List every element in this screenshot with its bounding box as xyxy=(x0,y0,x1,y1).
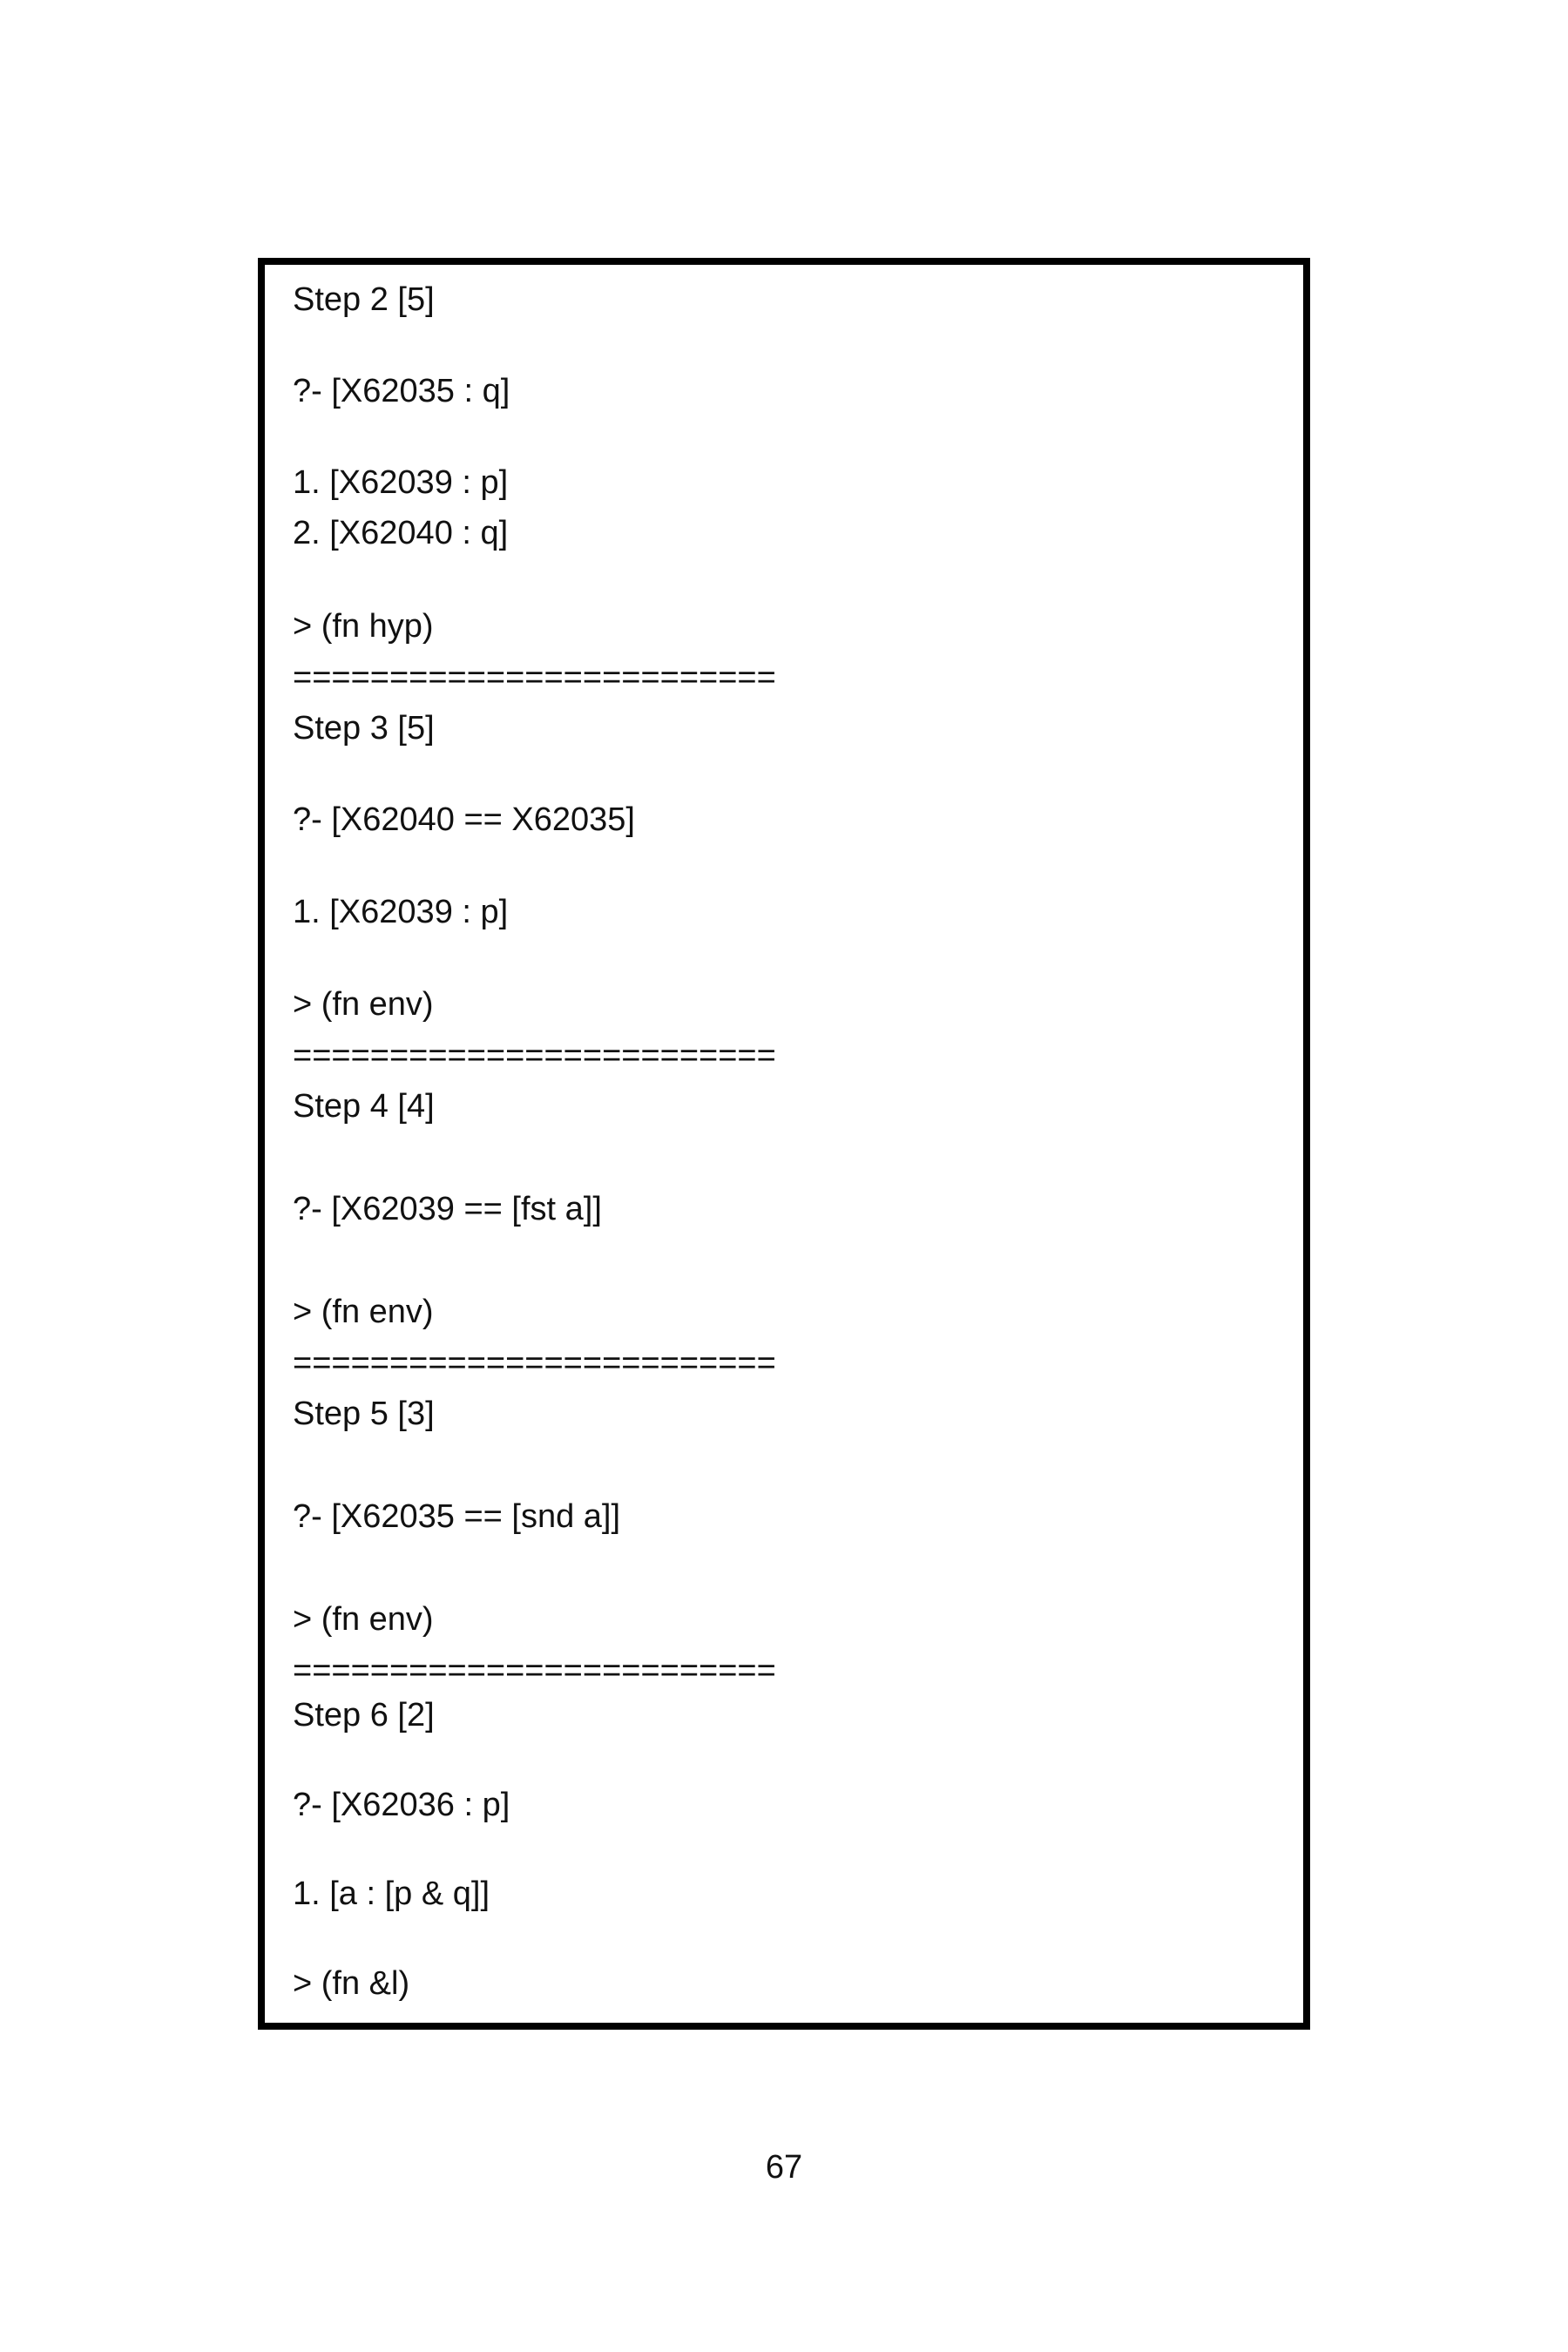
separator: ========================= xyxy=(293,659,776,696)
separator: ========================= xyxy=(293,1652,776,1689)
step-hypothesis: 2. [X62040 : q] xyxy=(293,515,509,551)
step-goal: ?- [X62039 == [fst a]] xyxy=(293,1191,602,1227)
step-hypothesis: 1. [a : [p & q]] xyxy=(293,1876,490,1912)
step-header: Step 4 [4] xyxy=(293,1088,435,1125)
step-hypothesis: 1. [X62039 : p] xyxy=(293,464,509,501)
separator: ========================= xyxy=(293,1037,776,1074)
step-command: > (fn env) xyxy=(293,1294,434,1330)
step-command: > (fn env) xyxy=(293,1601,434,1638)
step-command: > (fn &l) xyxy=(293,1965,410,2002)
page-number: 67 xyxy=(765,2149,803,2186)
step-header: Step 2 [5] xyxy=(293,281,435,318)
step-goal: ?- [X62040 == X62035] xyxy=(293,801,635,838)
step-header: Step 3 [5] xyxy=(293,710,435,747)
step-command: > (fn hyp) xyxy=(293,608,434,645)
step-header: Step 5 [3] xyxy=(293,1396,435,1432)
step-header: Step 6 [2] xyxy=(293,1697,435,1734)
step-goal: ?- [X62035 : q] xyxy=(293,373,510,409)
step-goal: ?- [X62035 == [snd a]] xyxy=(293,1498,621,1535)
step-command: > (fn env) xyxy=(293,986,434,1023)
separator: ========================= xyxy=(293,1345,776,1382)
step-hypothesis: 1. [X62039 : p] xyxy=(293,894,509,930)
step-goal: ?- [X62036 : p] xyxy=(293,1787,510,1823)
